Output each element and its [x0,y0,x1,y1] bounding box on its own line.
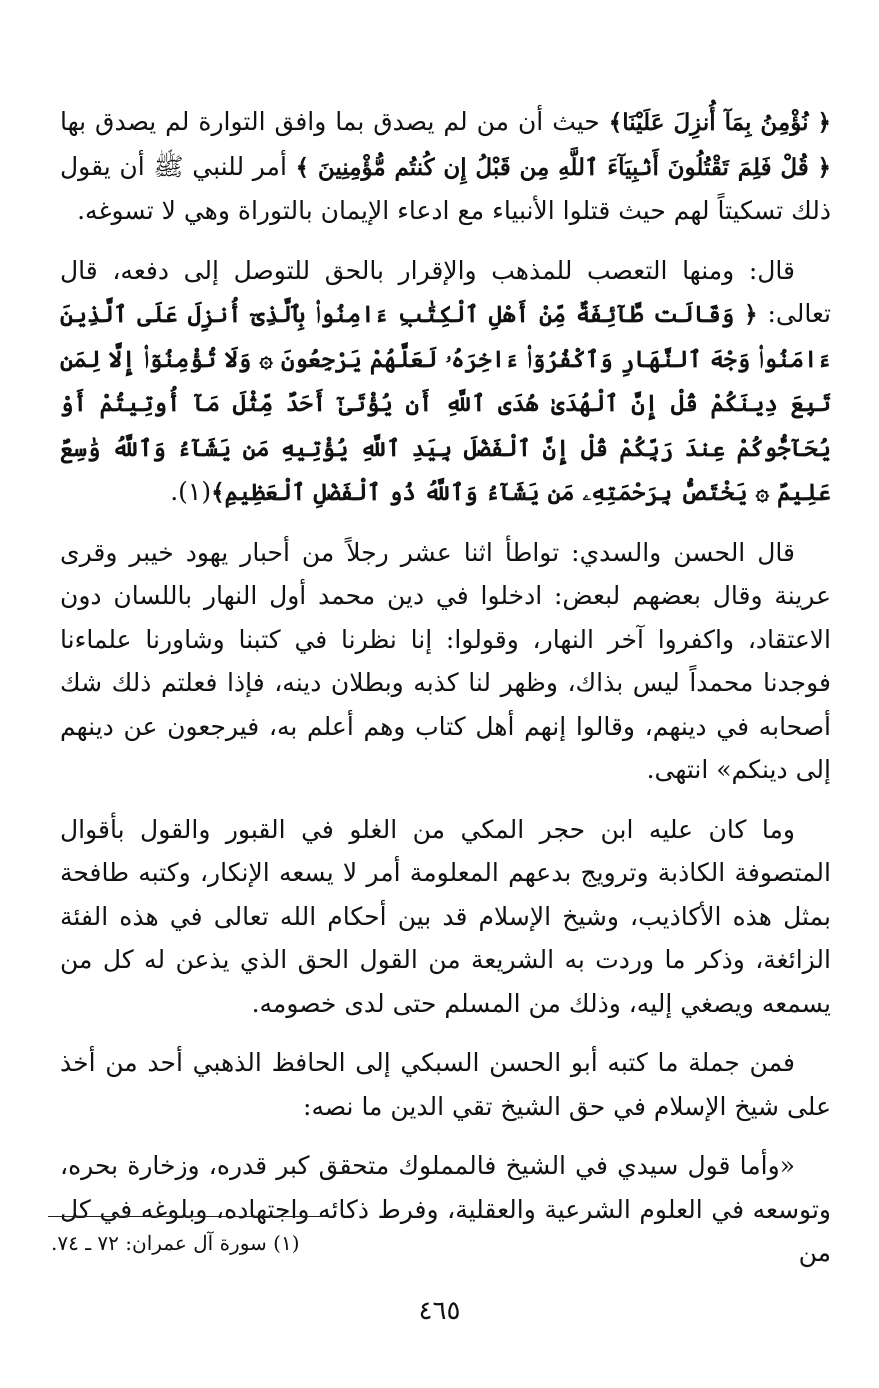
body-text: «وأما قول سيدي في الشيخ فالمملوك متحقق كبر قدره، وزخارة بحره، وتوسعه في العلوم الشرعية والعقلية، وفرط ذكائه واجتهاده، وبلوغه في كل من [60,1151,831,1267]
body-text: قال الحسن والسدي: تواطأ اثنا عشر رجلاً من أحبار يهود خيبر وقرى عرينة وقال بعضهم لبعض: ادخلوا في دين محمد أول النهار باللسان دون الاعتقاد، واكفروا آخر النهار، وقولوا: إنا نظرنا في كتبنا وشاورنا علماءنا فوجدنا محمداً ليس بذاك، وظهر لنا كذبه وبطلان دينه، فإذا فعلتم ذلك شك أصحابه في دينهم، وقالوا إنهم أهل كتاب وهم أعلم به، فيرجعون عن دينهم إلى دينكم» انتهى. [60,537,831,784]
body-text: (١). [170,477,212,506]
paragraph [60,1041,831,1128]
paragraph [60,808,831,1026]
body-text: فمن جملة ما كتبه أبو الحسن السبكي إلى الحافظ الذهبي أحد من أخذ على شيخ الإسلام في حق الشيخ تقي الدين ما نصه: [60,1048,831,1121]
quran-verse: ﴿ قُلْ فَلِمَ تَقْتُلُونَ أَنۢبِيَآءَ ٱللَّهِ مِن قَبْلُ إِن كُنتُم مُّؤْمِنِينَ ﴾ [295,153,831,181]
paragraph [60,100,831,233]
paragraph [60,531,831,792]
quran-verse: ﴿ نُؤْمِنُ بِمَآ أُنزِلَ عَلَيْنَا﴾ [608,109,831,136]
page-body [60,100,831,1291]
quran-verse: ﴿ وَقَالَت طَّآئِفَةٌ مِّنْ أَهْلِ ٱلْكِتَٰبِ ءَامِنُوا۟ بِٱلَّذِىٓ أُنزِلَ عَلَى ٱلَّذِينَ ءَامَنُوا۟ وَجْهَ ٱلنَّهَارِ وَٱكْفُرُوٓا۟ ءَاخِرَهُۥ لَعَلَّهُمْ يَرْجِعُونَ ۞ وَلَا تُؤْمِنُوٓا۟ إِلَّا لِمَن تَبِعَ دِينَكُمْ قُلْ إِنَّ ٱلْهُدَىٰ هُدَى ٱللَّهِ أَن يُؤْتَىٰٓ أَحَدٌ مِّثْلَ مَآ أُوتِيتُمْ أَوْ يُحَآجُّوكُمْ عِندَ رَبِّكُمْ قُلْ إِنَّ ٱلْفَضْلَ بِيَدِ ٱللَّهِ يُؤْتِيهِ مَن يَشَآءُ وَٱللَّهُ وَٰسِعٌ عَلِيمٌ ۞ يَخْتَصُّ بِرَحْمَتِهِۦ مَن يَشَآءُ وَٱللَّهُ ذُو ٱلْفَضْلِ ٱلْعَظِيمِ﴾ [60,301,831,506]
paragraph [60,249,831,515]
footnote [51,1228,831,1258]
footnote-divider [48,1216,333,1217]
body-text: أمر للنبي ﷺ أن يقول ذلك تسكيتاً لهم حيث قتلوا الأنبياء مع ادعاء الإيمان بالتوراة وهي لا تسوغه. [60,151,831,225]
body-text: وما كان عليه ابن حجر المكي من الغلو في القبور والقول بأقوال المتصوفة الكاذبة وترويج بدعهم المعلومة أمر لا يسعه الإنكار، وكتبه طافحة بمثل هذه الأكاذيب، وشيخ الإسلام قد بين أحكام الله تعالى في هذه الفئة الزائغة، وذكر ما وردت به الشريعة من القول الحق الذي يذعن له كل من يسمعه ويصغي إليه، وذلك من المسلم حتى لدى خصومه. [60,814,831,1018]
footnote-text: (١) سورة آل عمران: ٧٢ ـ ٧٤. [51,1231,300,1255]
body-text: قال: ومنها التعصب للمذهب والإقرار بالحق للتوصل إلى دفعه، قال تعالى: [60,255,831,328]
page-number: ٤٦٥ [418,1296,461,1326]
body-text: حيث أن من لم يصدق بما وافق التوارة لم يصدق بها [60,107,609,136]
